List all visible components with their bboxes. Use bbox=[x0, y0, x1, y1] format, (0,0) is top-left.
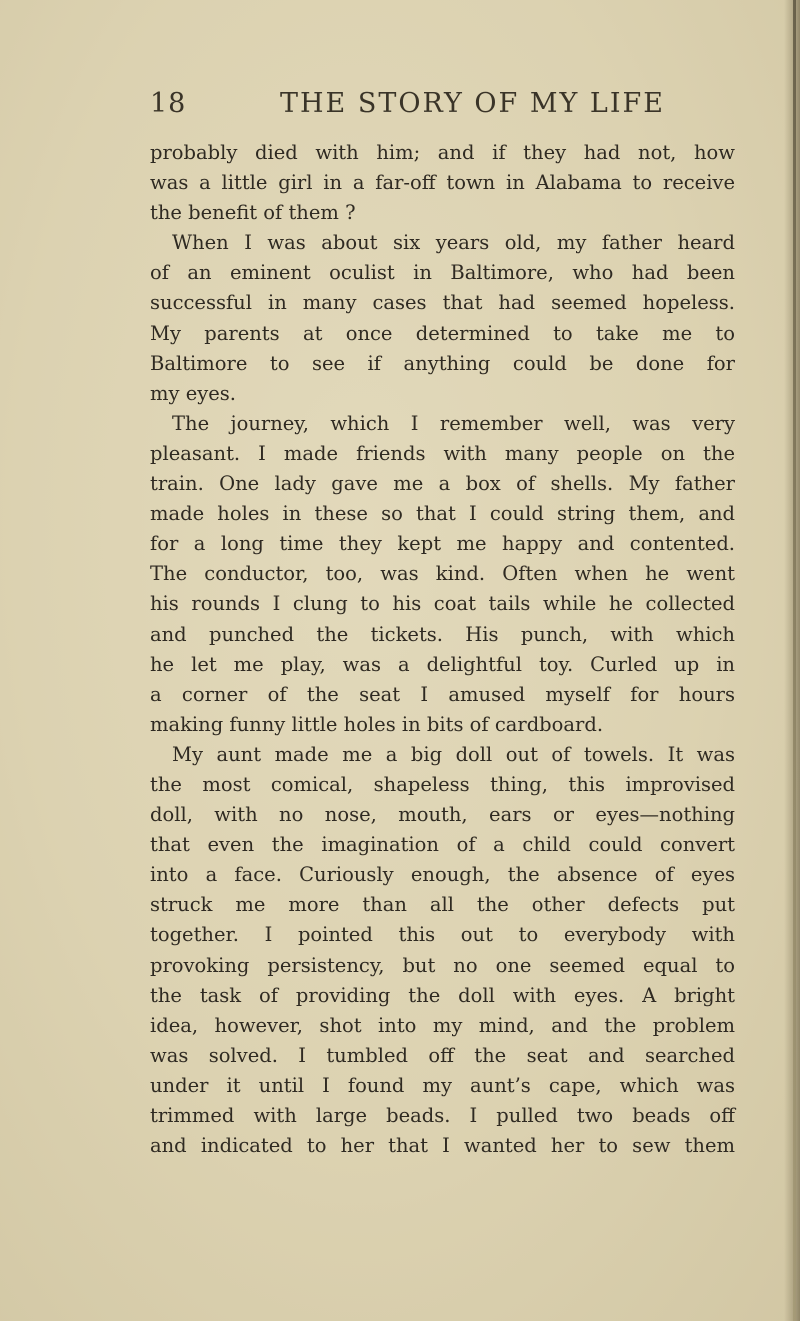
text-line: his rounds I clung to his coat tails while he collected bbox=[150, 592, 735, 616]
text-line: the benefit of them ? bbox=[150, 201, 356, 225]
text-line: train. One lady gave me a box of shells. My father bbox=[150, 472, 735, 496]
text-line: into a face. Curiously enough, the absence of eyes bbox=[150, 863, 735, 887]
spine-shadow bbox=[784, 0, 800, 1321]
text-line: my eyes. bbox=[150, 381, 237, 405]
text-line: of an eminent oculist in Baltimore, who had been bbox=[150, 261, 735, 285]
text-line: the task of providing the doll with eyes. A bright bbox=[150, 983, 735, 1007]
text-line: My parents at once determined to take me to bbox=[150, 321, 735, 345]
page-number: 18 bbox=[150, 88, 187, 119]
text-line: successful in many cases that had seemed hopeless. bbox=[150, 291, 735, 315]
text-line: probably died with him; and if they had not, how bbox=[150, 141, 735, 164]
text-line: My aunt made me a big doll out of towels. It was bbox=[172, 742, 735, 766]
text-line: a corner of the seat I amused myself for hours bbox=[150, 682, 735, 706]
text-line: pleasant. I made friends with many people on the bbox=[150, 441, 735, 465]
spine-edge bbox=[793, 0, 796, 1321]
text-line: and punched the tickets. His punch, with which bbox=[150, 622, 735, 646]
text-line: struck me more than all the other defects put bbox=[150, 893, 735, 917]
body-text bbox=[150, 138, 735, 1161]
text-line: and indicated to her that I wanted her to sew them bbox=[150, 1134, 735, 1158]
text-line: the most comical, shapeless thing, this improvised bbox=[150, 772, 735, 796]
page-header bbox=[150, 88, 710, 128]
running-head: THE STORY OF MY LIFE bbox=[280, 88, 665, 119]
text-line: provoking persistency, but no one seemed equal to bbox=[150, 953, 735, 977]
text-line: idea, however, shot into my mind, and the problem bbox=[150, 1013, 735, 1037]
text-line: When I was about six years old, my father heard bbox=[172, 231, 735, 255]
text-line: Baltimore to see if anything could be done for bbox=[150, 351, 735, 375]
text-line: doll, with no nose, mouth, ears or eyes—nothing bbox=[150, 803, 735, 827]
text-line: was a little girl in a far-off town in Alabama to receive bbox=[150, 171, 735, 195]
text-line: trimmed with large beads. I pulled two beads off bbox=[150, 1104, 735, 1127]
text-line: for a long time they kept me happy and contented. bbox=[150, 532, 735, 556]
text-line: together. I pointed this out to everybody with bbox=[150, 923, 735, 947]
text-line: making funny little holes in bits of cardboard. bbox=[150, 712, 604, 736]
text-line: he let me play, was a delightful toy. Curled up in bbox=[150, 652, 735, 676]
text-line: made holes in these so that I could string them, and bbox=[150, 502, 735, 526]
text-line: under it until I found my aunt’s cape, which was bbox=[150, 1073, 735, 1097]
text-line: was solved. I tumbled off the seat and searched bbox=[150, 1043, 735, 1067]
text-line: The conductor, too, was kind. Often when he went bbox=[150, 562, 735, 586]
text-line: that even the imagination of a child could convert bbox=[150, 833, 735, 857]
text-line: The journey, which I remember well, was very bbox=[172, 411, 735, 435]
